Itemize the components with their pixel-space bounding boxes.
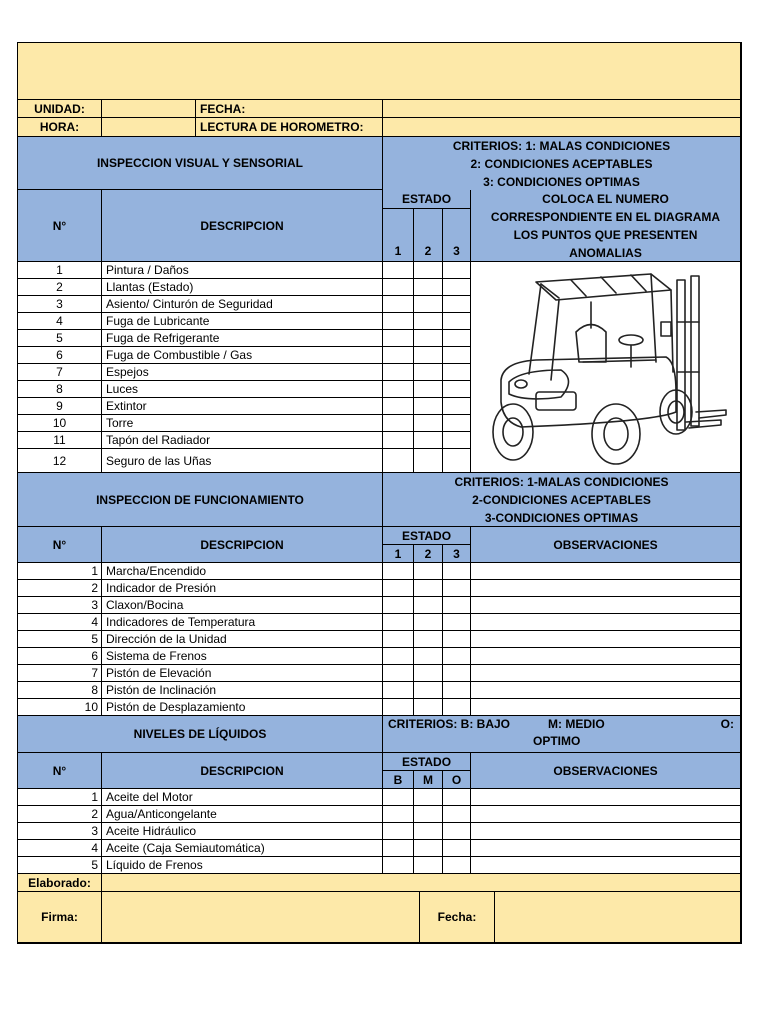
func-row-number: 2 [18,580,102,597]
firma-field[interactable] [102,892,420,943]
diagram-instruction-line-4: ANOMALIAS [569,245,642,260]
hora-label: HORA: [18,118,102,137]
liq-row-observaciones[interactable] [471,840,741,857]
visual-estado-col-1: 1 [383,241,414,262]
visual-row-description: Luces [102,381,383,398]
visual-row-estado-2[interactable] [414,296,443,313]
liq-row-description: Aceite del Motor [102,789,383,806]
liq-estado-col-m: M [414,771,443,789]
func-row-description: Dirección de la Unidad [102,631,383,648]
func-row-estado-2[interactable] [414,597,443,614]
liq-row-number: 4 [18,840,102,857]
firma-label: Firma: [18,892,102,943]
liq-row-estado-m[interactable] [414,806,443,823]
func-row-observaciones[interactable] [471,631,741,648]
func-row-estado-3[interactable] [443,699,471,716]
func-row-description: Pistón de Elevación [102,665,383,682]
func-row-number: 3 [18,597,102,614]
func-row-description: Indicador de Presión [102,580,383,597]
visual-row-estado-3[interactable] [443,432,471,449]
liq-obs-header: OBSERVACIONES [471,753,741,789]
visual-row-estado-2[interactable] [414,262,443,279]
func-row-estado-2[interactable] [414,580,443,597]
visual-row-description: Fuga de Refrigerante [102,330,383,347]
func-row-estado-2[interactable] [414,682,443,699]
visual-row-number: 1 [18,262,102,279]
visual-row-number: 8 [18,381,102,398]
visual-row-estado-2[interactable] [414,398,443,415]
func-row-estado-1[interactable] [383,563,414,580]
visual-row-estado-2[interactable] [414,330,443,347]
visual-row-description: Llantas (Estado) [102,279,383,296]
forklift-diagram [471,262,741,473]
func-row-description: Claxon/Bocina [102,597,383,614]
liq-row-description: Aceite Hidráulico [102,823,383,840]
func-row-number: 5 [18,631,102,648]
func-row-description: Indicadores de Temperatura [102,614,383,631]
liq-criteria [383,716,741,753]
visual-criteria-line-3: 3: CONDICIONES OPTIMAS [483,174,640,189]
liq-estado-col-o: O [443,771,471,789]
diagram-instruction [471,190,741,262]
visual-row-estado-3[interactable] [443,415,471,432]
horometro-field[interactable] [383,118,741,137]
func-row-observaciones[interactable] [471,665,741,682]
visual-row-estado-3[interactable] [443,381,471,398]
func-row-number: 10 [18,699,102,716]
visual-row-estado-1[interactable] [383,415,414,432]
func-row-estado-2[interactable] [414,563,443,580]
func-row-description: Sistema de Frenos [102,648,383,665]
visual-row-estado-1[interactable] [383,381,414,398]
func-row-observaciones[interactable] [471,563,741,580]
liq-row-estado-o[interactable] [443,806,471,823]
visual-row-description: Asiento/ Cinturón de Seguridad [102,296,383,313]
func-row-number: 4 [18,614,102,631]
liq-row-number: 2 [18,806,102,823]
visual-row-estado-3[interactable] [443,330,471,347]
unidad-label: UNIDAD: [18,100,102,118]
func-row-estado-3[interactable] [443,563,471,580]
diagram-instruction-line-1: COLOCA EL NUMERO [542,191,669,206]
func-num-header: N° [18,527,102,563]
hora-field[interactable] [102,118,196,137]
func-row-estado-1[interactable] [383,614,414,631]
func-row-observaciones[interactable] [471,648,741,665]
visual-row-estado-1[interactable] [383,364,414,381]
visual-row-estado-2[interactable] [414,313,443,330]
func-row-observaciones[interactable] [471,597,741,614]
fecha-label: FECHA: [196,100,383,118]
visual-estado-col-2: 2 [414,241,443,262]
horometro-label: LECTURA DE HOROMETRO: [196,118,383,137]
visual-row-number: 11 [18,432,102,449]
visual-row-estado-1[interactable] [383,432,414,449]
unidad-field[interactable] [102,100,196,118]
func-row-number: 8 [18,682,102,699]
liq-desc-header: DESCRIPCION [102,753,383,789]
visual-row-description: Fuga de Combustible / Gas [102,347,383,364]
func-row-observaciones[interactable] [471,580,741,597]
liq-criteria-medio: M: MEDIO [548,717,605,731]
func-row-number: 7 [18,665,102,682]
func-row-estado-2[interactable] [414,614,443,631]
func-row-description: Marcha/Encendido [102,563,383,580]
visual-col-divider-1 [383,209,414,241]
visual-criteria-line-2: 2: CONDICIONES ACEPTABLES [470,156,653,171]
liq-row-description: Líquido de Frenos [102,857,383,874]
visual-row-number: 10 [18,415,102,432]
func-row-estado-2[interactable] [414,699,443,716]
visual-row-description: Fuga de Lubricante [102,313,383,330]
func-row-observaciones[interactable] [471,614,741,631]
liq-estado-col-b: B [383,771,414,789]
func-row-number: 1 [18,563,102,580]
liq-row-observaciones[interactable] [471,806,741,823]
title-band [18,43,741,100]
liq-row-estado-b[interactable] [383,857,414,874]
liq-row-observaciones[interactable] [471,789,741,806]
liq-row-observaciones[interactable] [471,823,741,840]
visual-row-number: 5 [18,330,102,347]
func-row-estado-1[interactable] [383,580,414,597]
diagram-instruction-line-3: LOS PUNTOS QUE PRESENTEN [513,227,698,242]
func-row-estado-1[interactable] [383,699,414,716]
visual-desc-header: DESCRIPCION [102,190,383,262]
visual-row-number: 7 [18,364,102,381]
visual-row-description: Espejos [102,364,383,381]
visual-estado-col-3: 3 [443,241,471,262]
visual-row-number: 2 [18,279,102,296]
visual-row-estado-1[interactable] [383,398,414,415]
liq-row-observaciones[interactable] [471,857,741,874]
liq-row-estado-o[interactable] [443,857,471,874]
liq-row-estado-m[interactable] [414,840,443,857]
visual-row-estado-3[interactable] [443,347,471,364]
liq-row-number: 3 [18,823,102,840]
elaborado-field[interactable] [102,874,741,892]
func-row-estado-3[interactable] [443,580,471,597]
visual-num-header: N° [18,190,102,262]
forklift-icon [481,262,731,472]
liq-row-estado-o[interactable] [443,789,471,806]
liq-row-estado-b[interactable] [383,789,414,806]
liq-criteria-optimo: OPTIMO [533,734,581,748]
visual-col-divider-2 [414,209,443,241]
visual-section-title: INSPECCION VISUAL Y SENSORIAL [18,137,383,190]
visual-criteria [383,137,741,190]
func-section-title: INSPECCION DE FUNCIONAMIENTO [18,473,383,527]
footer-fecha-field[interactable] [495,892,741,943]
visual-row-estado-3[interactable] [443,364,471,381]
liq-num-header: N° [18,753,102,789]
visual-criteria-line-1: CRITERIOS: 1: MALAS CONDICIONES [452,138,671,153]
footer-fecha-label: Fecha: [420,892,495,943]
func-criteria-line-1: CRITERIOS: 1-MALAS CONDICIONES [454,474,669,489]
visual-row-estado-2[interactable] [414,381,443,398]
func-row-observaciones[interactable] [471,699,741,716]
func-row-estado-3[interactable] [443,597,471,614]
func-criteria-line-3: 3-CONDICIONES OPTIMAS [484,510,639,525]
visual-row-estado-1[interactable] [383,449,414,473]
liq-row-number: 5 [18,857,102,874]
visual-row-estado-1[interactable] [383,279,414,296]
liq-section-title: NIVELES DE LÍQUIDOS [18,716,383,753]
func-criteria-line-2: 2-CONDICIONES ACEPTABLES [472,492,651,507]
func-row-estado-1[interactable] [383,631,414,648]
visual-row-number: 6 [18,347,102,364]
func-criteria [383,473,741,527]
visual-row-number: 12 [18,449,102,473]
liq-row-estado-o[interactable] [443,840,471,857]
visual-row-estado-2[interactable] [414,449,443,473]
func-row-estado-3[interactable] [443,614,471,631]
liq-row-estado-m[interactable] [414,823,443,840]
liq-row-estado-b[interactable] [383,840,414,857]
visual-row-estado-1[interactable] [383,330,414,347]
elaborado-label: Elaborado: [18,874,102,892]
func-desc-header: DESCRIPCION [102,527,383,563]
func-row-description: Pistón de Desplazamiento [102,699,383,716]
func-row-estado-3[interactable] [443,631,471,648]
func-row-estado-2[interactable] [414,665,443,682]
diagram-instruction-line-2: CORRESPONDIENTE EN EL DIAGRAMA [490,209,721,224]
visual-row-description: Torre [102,415,383,432]
func-row-observaciones[interactable] [471,682,741,699]
liq-row-number: 1 [18,789,102,806]
visual-row-estado-1[interactable] [383,262,414,279]
visual-row-estado-3[interactable] [443,296,471,313]
func-row-estado-2[interactable] [414,631,443,648]
visual-estado-header: ESTADO [383,190,471,209]
liq-criteria-o: O: [720,717,734,731]
func-obs-header: OBSERVACIONES [471,527,741,563]
func-row-estado-1[interactable] [383,682,414,699]
func-row-description: Pistón de Inclinación [102,682,383,699]
visual-row-estado-1[interactable] [383,347,414,364]
visual-row-estado-2[interactable] [414,415,443,432]
visual-row-number: 9 [18,398,102,415]
func-estado-col-2: 2 [414,545,443,563]
func-row-estado-2[interactable] [414,648,443,665]
func-estado-col-3: 3 [443,545,471,563]
liq-estado-header: ESTADO [383,753,471,771]
func-estado-header: ESTADO [383,527,471,545]
liq-row-description: Agua/Anticongelante [102,806,383,823]
visual-row-estado-2[interactable] [414,432,443,449]
visual-row-estado-3[interactable] [443,313,471,330]
visual-row-estado-3[interactable] [443,279,471,296]
visual-row-estado-3[interactable] [443,398,471,415]
func-row-estado-1[interactable] [383,665,414,682]
visual-row-estado-1[interactable] [383,296,414,313]
func-row-estado-3[interactable] [443,648,471,665]
visual-row-estado-3[interactable] [443,449,471,473]
visual-row-description: Pintura / Daños [102,262,383,279]
visual-row-description: Tapón del Radiador [102,432,383,449]
func-row-estado-1[interactable] [383,648,414,665]
func-row-estado-3[interactable] [443,682,471,699]
liq-row-estado-m[interactable] [414,789,443,806]
liq-row-estado-b[interactable] [383,823,414,840]
liq-row-estado-b[interactable] [383,806,414,823]
visual-row-estado-3[interactable] [443,262,471,279]
visual-row-estado-2[interactable] [414,279,443,296]
func-row-number: 6 [18,648,102,665]
func-estado-col-1: 1 [383,545,414,563]
fecha-field[interactable] [383,100,741,118]
liq-row-estado-o[interactable] [443,823,471,840]
func-row-estado-3[interactable] [443,665,471,682]
liq-criteria-bajo: CRITERIOS: B: BAJO [388,717,511,731]
liq-row-estado-m[interactable] [414,857,443,874]
visual-row-number: 3 [18,296,102,313]
func-row-estado-1[interactable] [383,597,414,614]
visual-row-description: Seguro de las Uñas [102,449,383,473]
visual-row-estado-2[interactable] [414,347,443,364]
visual-row-estado-2[interactable] [414,364,443,381]
visual-row-number: 4 [18,313,102,330]
visual-row-estado-1[interactable] [383,313,414,330]
liq-row-description: Aceite (Caja Semiautomática) [102,840,383,857]
visual-row-description: Extintor [102,398,383,415]
